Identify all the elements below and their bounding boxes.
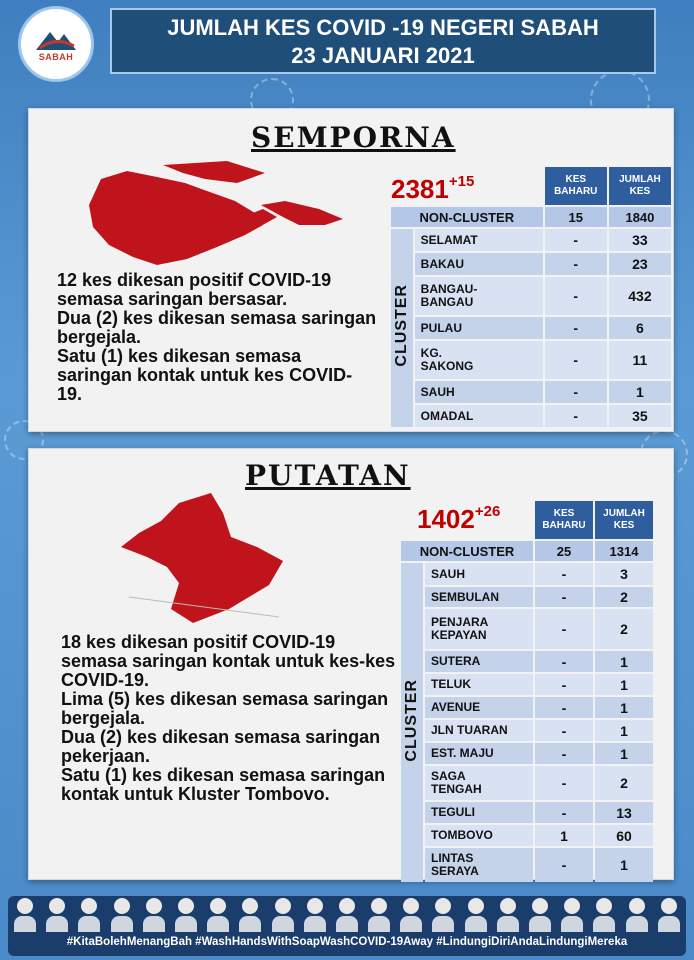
cluster-row [401,802,653,823]
cluster-row [401,825,653,846]
frontliner-figure-icon [207,898,229,932]
new-cases-value: - [535,697,593,718]
frontliner-figure-icon [593,898,615,932]
cluster-name: SEMBULAN [425,587,533,607]
frontliner-figure-icon [465,898,487,932]
description-line: Lima (5) kes dikesan semasa saringan bergejala. [61,689,389,728]
cluster-row [401,720,653,741]
cluster-row [391,317,671,339]
column-header-new-cases: KES BAHARU [545,167,607,205]
description-line: Dua (2) kes dikesan semasa saringan pekerjaan. [61,727,381,766]
frontliner-figure-icon [143,898,165,932]
total-cases-value: 1 [595,697,653,718]
frontliner-figure-icon [46,898,68,932]
cluster-name: AVENUE [425,697,533,718]
cluster-name: SELAMAT [415,229,543,251]
cluster-side-label: CLUSTER [391,229,413,427]
total-cases-value: 13 [595,802,653,823]
cluster-name: LINTAS SERAYA [425,848,533,882]
semporna-map-icon [87,161,347,271]
cluster-table [399,499,655,884]
frontliner-figure-icon [14,898,36,932]
new-cases-value: - [535,651,593,672]
description-line: Satu (1) kes dikesan semasa saringan kontak untuk kes COVID-19. [57,346,353,404]
new-cases-value: - [545,277,607,315]
cluster-row [401,697,653,718]
cluster-name: PULAU [415,317,543,339]
total-cases-value: 1840 [609,207,671,227]
cluster-name: BAKAU [415,253,543,275]
total-cases-value: 2 [595,766,653,800]
page-title [110,8,656,74]
cluster-name: EST. MAJU [425,743,533,764]
column-header-total-cases: JUMLAH KES [609,167,671,205]
cluster-row [391,405,671,427]
total-value: 1402 [417,504,475,534]
new-cases-value: - [535,609,593,649]
new-cases-increment: +15 [448,173,475,190]
cluster-row [401,563,653,585]
new-cases-value: - [535,802,593,823]
cluster-side-label: CLUSTER [401,563,423,882]
frontliner-figure-icon [304,898,326,932]
cluster-name: SAUH [425,563,533,585]
description-line: 12 kes dikesan positif COVID-19 semasa saringan bersasar. [57,270,332,309]
district-name: SEMPORNA [251,121,456,154]
frontliner-figure-icon [529,898,551,932]
frontliner-figure-icon [658,898,680,932]
description-line: 18 kes dikesan positif COVID-19 semasa saringan kontak untuk kes-kes COVID-19. [61,632,396,690]
date-line: 23 JANUARI 2021 [291,43,475,68]
total-cases-value: 1314 [595,541,653,561]
frontliner-figure-icon [561,898,583,932]
cluster-name: TELUK [425,674,533,695]
new-cases-value: - [535,848,593,882]
cluster-name: TEGULI [425,802,533,823]
total-cases-value: 11 [609,341,671,379]
new-cases-value: - [535,587,593,607]
frontliner-figure-icon [175,898,197,932]
cluster-name: SUTERA [425,651,533,672]
cluster-row [391,229,671,251]
new-cases-value: - [545,381,607,403]
column-header-total-cases: JUMLAH KES [595,501,653,539]
total-cases-value: 6 [609,317,671,339]
frontliner-figure-icon [626,898,648,932]
frontliner-figure-icon [336,898,358,932]
cluster-row [391,277,671,315]
new-cases-value: - [545,341,607,379]
new-cases-value: - [545,253,607,275]
column-header-new-cases: KES BAHARU [535,501,593,539]
cluster-name: BANGAU- BANGAU [415,277,543,315]
district-name: PUTATAN [245,459,411,492]
total-cases-value: 1 [609,381,671,403]
cluster-row [401,848,653,882]
total-cases-value: 1 [595,743,653,764]
cluster-row [401,743,653,764]
new-cases-value: 1 [535,825,593,846]
non-cluster-label: NON-CLUSTER [391,207,543,227]
cluster-row [401,609,653,649]
cluster-name: JLN TUARAN [425,720,533,741]
logo-text: SABAH [38,52,74,62]
cluster-name: PENJARA KEPAYAN [425,609,533,649]
total-cases-value: 1 [595,674,653,695]
district-panel-putatan [28,448,674,880]
frontliner-figure-icon [497,898,519,932]
frontliner-figure-icon [368,898,390,932]
total-cases-value: 2 [595,609,653,649]
cluster-name: SAUH [415,381,543,403]
new-cases-value: - [535,720,593,741]
frontliner-figure-icon [400,898,422,932]
district-panel-semporna [28,108,674,432]
frontliner-figure-icon [111,898,133,932]
cluster-name: SAGA TENGAH [425,766,533,800]
cluster-row [391,381,671,403]
cluster-name: OMADAL [415,405,543,427]
cluster-row [391,253,671,275]
total-cases-value: 33 [609,229,671,251]
total-cases-value: 1 [595,651,653,672]
frontliner-figures [14,898,680,934]
total-value: 2381 [391,174,449,204]
total-cases-value: 1 [595,848,653,882]
hashtag-line: #KitaBolehMenangBah #WashHandsWithSoapWashCOVID-19Away #LindungiDiriAndaLindungiMereka [66,936,628,948]
new-cases-increment: +26 [474,503,501,520]
cluster-table [389,165,673,429]
total-cases-value: 60 [595,825,653,846]
new-cases-value: - [545,229,607,251]
total-cases-value: 1 [595,720,653,741]
total-cases-value: 3 [595,563,653,585]
new-cases-value: - [545,317,607,339]
frontliner-figure-icon [78,898,100,932]
new-cases-value: - [535,674,593,695]
mountain-logo-icon [34,26,78,52]
new-cases-value: - [535,743,593,764]
case-description [61,633,401,804]
cluster-row [401,587,653,607]
cluster-row [391,341,671,379]
new-cases-value: - [535,766,593,800]
title-line: JUMLAH KES COVID -19 NEGERI SABAH [167,15,599,40]
cluster-row [401,766,653,800]
description-line: Satu (1) kes dikesan semasa saringan kontak untuk Kluster Tombovo. [61,765,386,804]
new-cases-value: - [535,563,593,585]
non-cluster-row [391,207,671,227]
frontliner-figure-icon [432,898,454,932]
description-line: Dua (2) kes dikesan semasa saringan bergejala. [57,308,377,347]
non-cluster-label: NON-CLUSTER [401,541,533,561]
new-cases-value: 25 [535,541,593,561]
cluster-row [401,674,653,695]
new-cases-value: - [545,405,607,427]
non-cluster-row [401,541,653,561]
total-cases-value: 35 [609,405,671,427]
new-cases-value: 15 [545,207,607,227]
total-cases-value: 432 [609,277,671,315]
cluster-row [401,651,653,672]
frontliner-figure-icon [272,898,294,932]
total-cases-value: 2 [595,587,653,607]
putatan-map-icon [119,489,289,629]
case-description [57,271,377,404]
frontliner-figure-icon [239,898,261,932]
cluster-name: KG. SAKONG [415,341,543,379]
total-cases-value: 23 [609,253,671,275]
cluster-name: TOMBOVO [425,825,533,846]
sabah-logo [18,6,94,82]
